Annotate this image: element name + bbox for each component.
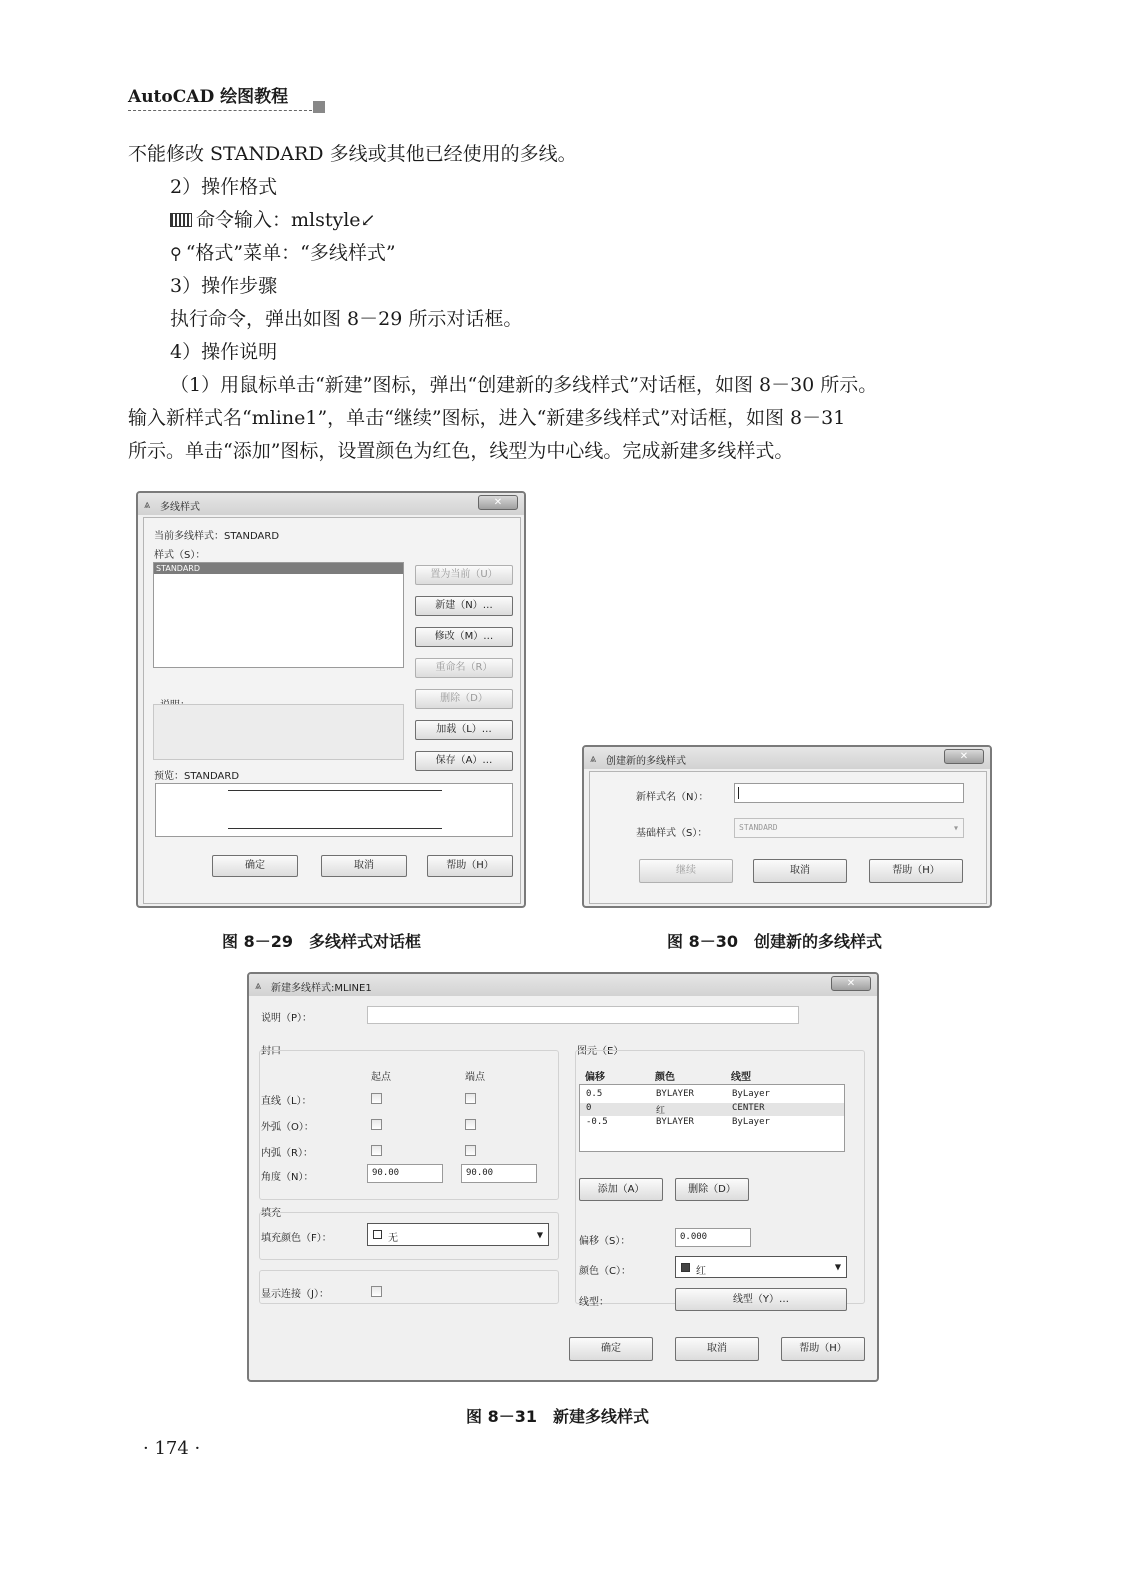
heading-2: 2）操作格式: [170, 176, 278, 198]
dialog-title: 新建多线样式:MLINE1: [271, 983, 372, 994]
new-name-input[interactable]: [734, 783, 964, 803]
angle-label: 角度（N）：: [261, 1172, 314, 1183]
linetype-label: 线型：: [579, 1297, 609, 1308]
close-button[interactable]: ✕: [478, 495, 518, 510]
keyboard-icon: [170, 213, 192, 227]
inner-arc-label: 内弧（R）：: [261, 1148, 313, 1159]
inner-arc-end-checkbox[interactable]: [465, 1145, 476, 1156]
step-line: 执行命令，弹出如图 8－29 所示对话框。: [170, 308, 523, 330]
elements-list[interactable]: [579, 1084, 845, 1152]
dialog-title: 创建新的多线样式: [606, 756, 686, 767]
close-button[interactable]: ✕: [944, 749, 984, 764]
delete-element-button[interactable]: 删除（D）: [675, 1178, 749, 1201]
body-p2: 输入新样式名“mline1”，单击“继续”图标，进入“新建多线样式”对话框，如图 8－31: [128, 407, 846, 429]
dialog-body: [589, 771, 987, 904]
help-button[interactable]: 帮助（H）: [427, 855, 513, 877]
dialog-body: [143, 517, 521, 904]
table-row[interactable]: 0 红 CENTER: [580, 1103, 844, 1116]
heading-3: 3）操作步骤: [170, 275, 278, 297]
close-button[interactable]: ✕: [831, 976, 871, 991]
page-number: · 174 ·: [143, 1438, 201, 1459]
table-row[interactable]: 0.5 BYLAYER ByLayer: [586, 1089, 770, 1099]
rename-button[interactable]: 重命名（R）: [415, 658, 513, 678]
menu-input-line: ⚲ “格式”菜单：“多线样式”: [170, 242, 396, 264]
joints-label: 显示连接（J）：: [261, 1289, 329, 1300]
line-end-checkbox[interactable]: [465, 1093, 476, 1104]
line-start-checkbox[interactable]: [371, 1093, 382, 1104]
mlstyle-dialog: [136, 491, 526, 908]
fill-color-label: 填充颜色（F）：: [261, 1233, 332, 1244]
heading-4: 4）操作说明: [170, 341, 278, 363]
chevron-down-icon: ▼: [834, 1262, 841, 1272]
chevron-down-icon: ▼: [536, 1230, 543, 1239]
caption-fig-8-30: 图 8－30 创建新的多线样式: [667, 932, 882, 951]
current-style-label: 当前多线样式：STANDARD: [154, 531, 280, 542]
header-rule: [128, 110, 312, 111]
outer-arc-end-checkbox[interactable]: [465, 1119, 476, 1130]
styles-label: 样式（S）：: [154, 550, 206, 561]
col-end-label: 端点: [465, 1072, 485, 1083]
table-row[interactable]: -0.5 BYLAYER ByLayer: [586, 1117, 770, 1127]
cancel-button[interactable]: 取消: [675, 1337, 759, 1361]
new-name-label: 新样式名（N）：: [636, 792, 709, 803]
preview-box: [155, 783, 513, 837]
ok-button[interactable]: 确定: [212, 855, 298, 877]
preview-line-bottom: [228, 828, 442, 829]
color-swatch: [373, 1230, 382, 1239]
base-style-select[interactable]: STANDARD ▾: [734, 818, 964, 838]
create-mlstyle-dialog: [582, 745, 992, 908]
dialog-body: [253, 996, 875, 1378]
help-button[interactable]: 帮助（H）: [869, 859, 963, 883]
new-mlstyle-dialog: [247, 972, 879, 1382]
dialog-title: 多线样式: [160, 502, 200, 513]
title-bar: [584, 747, 990, 769]
body-p3: 所示。单击“添加”图标，设置颜色为红色，线型为中心线。完成新建多线样式。: [128, 440, 794, 462]
angle-start-input[interactable]: 90.00: [367, 1164, 443, 1183]
body-p1: （1）用鼠标单击“新建”图标，弹出“创建新的多线样式”对话框，如图 8－30 所示。: [170, 374, 878, 396]
offset-label: 偏移（S）：: [579, 1236, 631, 1247]
el-col-color: 颜色: [655, 1072, 675, 1083]
delete-button[interactable]: 删除（D）: [415, 689, 513, 709]
color-swatch: [681, 1263, 690, 1272]
title-bar: [138, 493, 524, 515]
load-button[interactable]: 加载（L）…: [415, 720, 513, 740]
caps-group-label: 封口: [261, 1046, 281, 1057]
continue-button[interactable]: 继续: [639, 859, 733, 883]
col-start-label: 起点: [371, 1072, 391, 1083]
app-icon: ⩓: [590, 752, 597, 765]
styles-list[interactable]: [153, 562, 404, 668]
description-label: 说明（P）：: [261, 1013, 313, 1024]
inner-arc-start-checkbox[interactable]: [371, 1145, 382, 1156]
cancel-button[interactable]: 取消: [753, 859, 847, 883]
outer-arc-label: 外弧（O）：: [261, 1122, 314, 1133]
chevron-down-icon: ▾: [953, 823, 958, 833]
elements-group-label: 图元（E）: [577, 1046, 624, 1057]
running-header: AutoCAD 绘图教程: [128, 87, 289, 107]
outer-arc-start-checkbox[interactable]: [371, 1119, 382, 1130]
el-col-ltype: 线型: [731, 1072, 751, 1083]
offset-input[interactable]: 0.000: [675, 1228, 751, 1247]
help-button[interactable]: 帮助（H）: [781, 1337, 865, 1361]
caption-fig-8-31: 图 8－31 新建多线样式: [466, 1407, 649, 1426]
color-label: 颜色（C）：: [579, 1266, 631, 1277]
set-current-button[interactable]: 置为当前（U）: [415, 565, 513, 585]
base-style-label: 基础样式（S）：: [636, 828, 708, 839]
list-item[interactable]: STANDARD: [154, 563, 403, 574]
new-button[interactable]: 新建（N）…: [415, 596, 513, 616]
el-col-offset: 偏移: [585, 1072, 605, 1083]
linetype-button[interactable]: 线型（Y）…: [675, 1288, 847, 1311]
header-square: [313, 101, 325, 113]
preview-line-top: [228, 790, 442, 791]
angle-end-input[interactable]: 90.00: [461, 1164, 537, 1183]
description-box: [153, 704, 404, 760]
app-icon: ⩓: [144, 498, 151, 511]
caption-fig-8-29: 图 8－29 多线样式对话框: [222, 932, 421, 951]
body-line-1: 不能修改 STANDARD 多线或其他已经使用的多线。: [128, 143, 577, 165]
fill-group-label: 填充: [261, 1208, 281, 1219]
add-element-button[interactable]: 添加（A）: [579, 1178, 663, 1201]
save-button[interactable]: 保存（A）…: [415, 751, 513, 771]
preview-label: 预览：STANDARD: [154, 771, 240, 782]
color-select[interactable]: 红 ▼: [675, 1256, 847, 1278]
description-input[interactable]: [367, 1006, 799, 1024]
modify-button[interactable]: 修改（M）…: [415, 627, 513, 647]
app-icon: ⩓: [255, 979, 262, 992]
text-cursor: [738, 787, 739, 799]
show-joints-checkbox[interactable]: [371, 1286, 382, 1297]
mouse-pointer-icon: ⚲: [170, 244, 182, 263]
title-bar: [249, 974, 877, 996]
enter-arrow-icon: ↙: [360, 210, 376, 231]
line-cap-label: 直线（L）：: [261, 1096, 312, 1107]
command-input-line: 命令输入：mlstyle↙: [170, 204, 376, 237]
fill-color-select[interactable]: 无 ▼: [367, 1223, 549, 1246]
ok-button[interactable]: 确定: [569, 1337, 653, 1361]
cancel-button[interactable]: 取消: [321, 855, 407, 877]
